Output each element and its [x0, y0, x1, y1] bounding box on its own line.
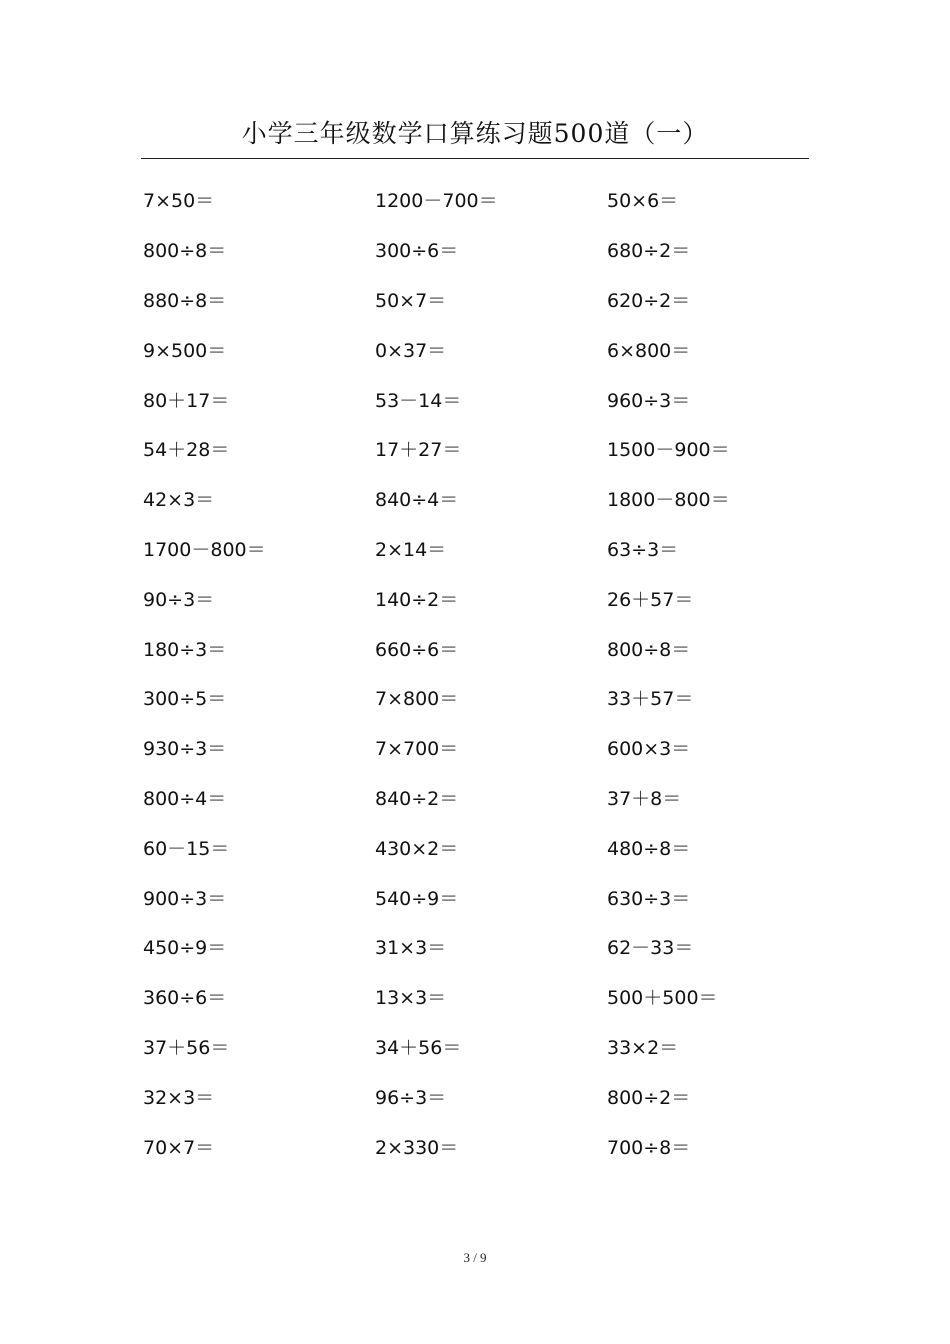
problem-row [143, 1022, 843, 1072]
problem-item: 300÷5＝ [143, 688, 227, 711]
problem-item: 2×14＝ [375, 538, 447, 561]
problem-row [143, 573, 843, 623]
problem-item: 70×7＝ [143, 1136, 215, 1159]
problem-item: 180÷3＝ [143, 638, 227, 661]
problem-item: 50×6＝ [607, 190, 679, 213]
problem-item: 0×37＝ [375, 339, 447, 362]
problem-item: 880÷8＝ [143, 289, 227, 312]
problem-item: 53－14＝ [375, 389, 462, 412]
problem-item: 26＋57＝ [607, 588, 694, 611]
problem-item: 430×2＝ [375, 837, 459, 860]
problem-item: 800÷4＝ [143, 787, 227, 810]
problem-item: 300÷6＝ [375, 240, 459, 263]
problem-item: 31×3＝ [375, 937, 447, 960]
problem-row [143, 424, 843, 474]
problem-row [143, 324, 843, 374]
problem-item: 13×3＝ [375, 987, 447, 1010]
problem-row [143, 972, 843, 1022]
problem-item: 37＋8＝ [607, 787, 682, 810]
problem-row [143, 723, 843, 773]
problem-item: 63÷3＝ [607, 538, 679, 561]
problem-row [143, 1071, 843, 1121]
problem-item: 360÷6＝ [143, 987, 227, 1010]
problem-item: 9×500＝ [143, 339, 227, 362]
problem-item: 54＋28＝ [143, 439, 230, 462]
problem-item: 1200－700＝ [375, 190, 498, 213]
problem-item: 7×50＝ [143, 190, 215, 213]
problem-item: 17＋27＝ [375, 439, 462, 462]
problem-item: 50×7＝ [375, 289, 447, 312]
problem-grid [143, 175, 843, 1171]
problem-item: 660÷6＝ [375, 638, 459, 661]
problem-item: 900÷3＝ [143, 887, 227, 910]
problem-item: 33＋57＝ [607, 688, 694, 711]
problem-item: 480÷8＝ [607, 837, 691, 860]
problem-item: 1700－800＝ [143, 538, 266, 561]
problem-item: 6×800＝ [607, 339, 691, 362]
problem-item: 7×700＝ [375, 738, 459, 761]
problem-row [143, 374, 843, 424]
problem-item: 37＋56＝ [143, 1036, 230, 1059]
problem-item: 840÷2＝ [375, 787, 459, 810]
problem-item: 140÷2＝ [375, 588, 459, 611]
problem-item: 80＋17＝ [143, 389, 230, 412]
problem-row [143, 275, 843, 325]
problem-item: 840÷4＝ [375, 489, 459, 512]
problem-item: 62－33＝ [607, 937, 694, 960]
problem-row [143, 773, 843, 823]
problem-row [143, 673, 843, 723]
problem-item: 96÷3＝ [375, 1086, 447, 1109]
problem-item: 90÷3＝ [143, 588, 215, 611]
problem-item: 960÷3＝ [607, 389, 691, 412]
problem-item: 1500－900＝ [607, 439, 730, 462]
problem-item: 930÷3＝ [143, 738, 227, 761]
problem-row [143, 623, 843, 673]
problem-item: 60－15＝ [143, 837, 230, 860]
problem-item: 620÷2＝ [607, 289, 691, 312]
title-divider [141, 158, 809, 159]
problem-item: 2×330＝ [375, 1136, 459, 1159]
problem-item: 600×3＝ [607, 738, 691, 761]
problem-row [143, 225, 843, 275]
problem-item: 500＋500＝ [607, 987, 718, 1010]
problem-item: 7×800＝ [375, 688, 459, 711]
problem-row [143, 1121, 843, 1171]
problem-item: 33×2＝ [607, 1036, 679, 1059]
problem-row [143, 175, 843, 225]
problem-item: 34＋56＝ [375, 1036, 462, 1059]
problem-item: 1800－800＝ [607, 489, 730, 512]
page-title: 小学三年级数学口算练习题500道（一） [241, 119, 709, 148]
problem-item: 630÷3＝ [607, 887, 691, 910]
problem-row [143, 872, 843, 922]
problem-item: 680÷2＝ [607, 240, 691, 263]
problem-row [143, 822, 843, 872]
problem-row [143, 524, 843, 574]
problem-item: 800÷8＝ [143, 240, 227, 263]
problem-item: 800÷2＝ [607, 1086, 691, 1109]
problem-row [143, 474, 843, 524]
problem-item: 42×3＝ [143, 489, 215, 512]
page-number: 3 / 9 [463, 1250, 487, 1265]
problem-item: 450÷9＝ [143, 937, 227, 960]
problem-item: 540÷9＝ [375, 887, 459, 910]
problem-item: 32×3＝ [143, 1086, 215, 1109]
problem-item: 700÷8＝ [607, 1136, 691, 1159]
problem-row [143, 922, 843, 972]
problem-item: 800÷8＝ [607, 638, 691, 661]
